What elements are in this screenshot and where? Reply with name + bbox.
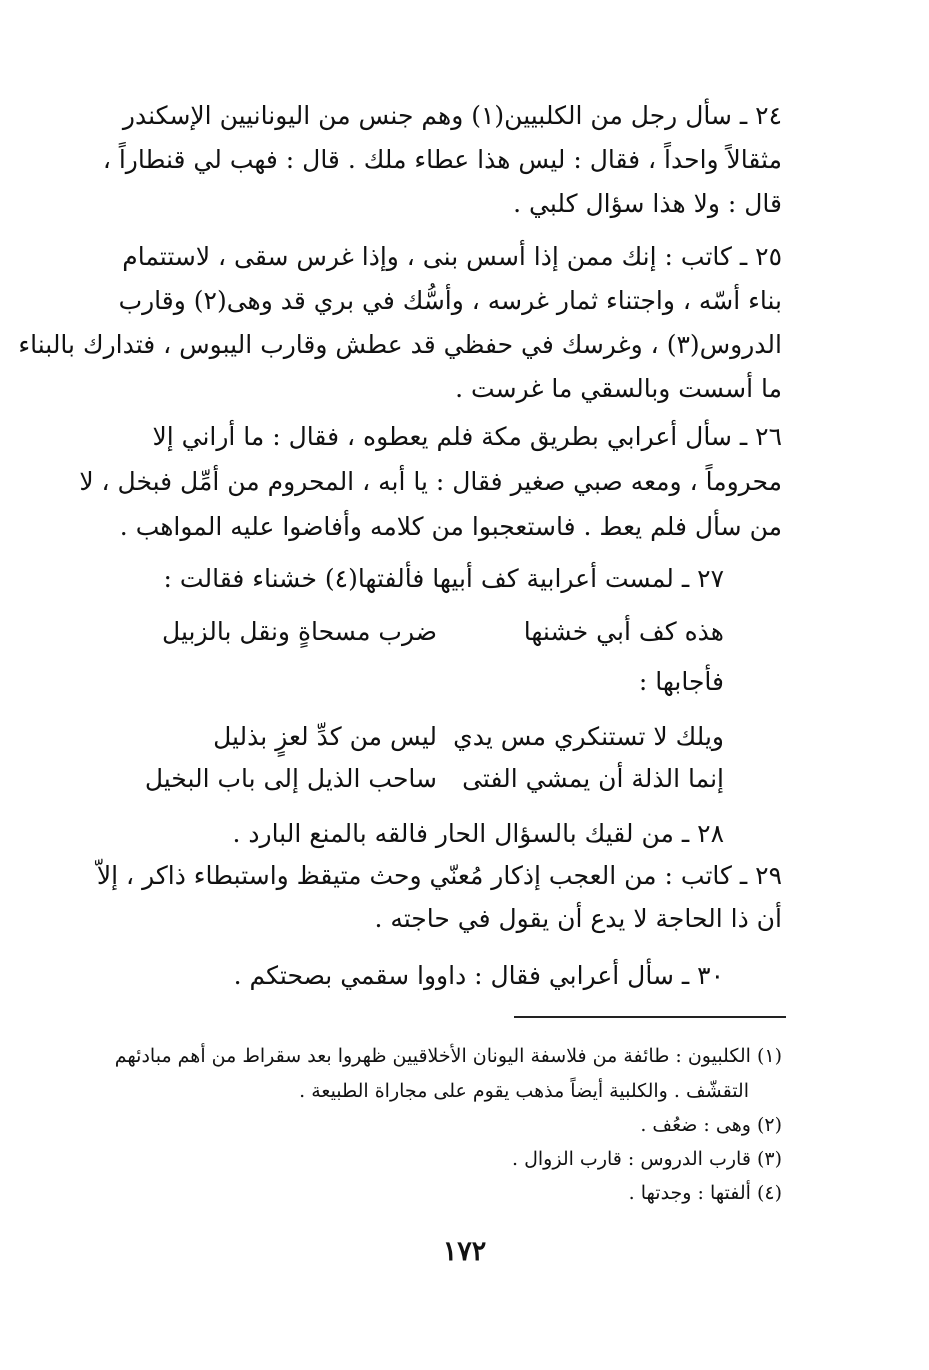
verse-2-second-hemistich: ليس من كدِّ لعزٍ بذليل [213, 722, 437, 751]
paragraph-24 [80, 97, 782, 222]
verse-1-first-hemistich: هذه كف أبي خشنها [523, 617, 724, 646]
footnote-4: (٤) ألفتها : وجدتها . [628, 1182, 782, 1204]
paragraph-line: ٢٦ ـ سأل أعرابي بطريق مكة فلم يعطوه ، فقال : ما أراني إلا [152, 422, 782, 451]
paragraph-line: ٢٥ ـ كاتب : إنك ممن إذا أسس بنى ، وإذا غرس سقى ، لاستتمام [122, 242, 782, 271]
footnote-2: (٢) وهى : ضعُف . [640, 1114, 782, 1136]
paragraph-26 [80, 418, 782, 545]
page-number: ١٧٢ [442, 1236, 487, 1267]
paragraph-line: الدروس(٣) ، وغرسك في حفظي قد عطش وقارب اليبوس ، فتدارك بالبناء [18, 330, 782, 359]
paragraph-line: ما أسست وبالسقي ما غرست . [455, 374, 782, 403]
verse-3-first-hemistich: إنما الذلة أن يمشي الفتى [462, 764, 724, 793]
footnote-3: (٣) قارب الدروس : قارب الزوال . [512, 1148, 782, 1170]
verse-2-first-hemistich: ويلك لا تستنكري مس يدي [453, 722, 724, 751]
paragraph-line: من سأل فلم يعط . فاستعجبوا من كلامه وأفاضوا عليه المواهب . [119, 512, 782, 541]
paragraph-line: بناء أسّه ، واجتناء ثمار غرسه ، وأسُّك في بري قد وهى(٢) وقارب [118, 286, 782, 315]
paragraph-line: ٢٩ ـ كاتب : من العجب إذكار مُعنّي وحث متيقظ واستبطاء ذاكر ، إلاّ [96, 861, 782, 890]
verse-3-second-hemistich: ساحب الذيل إلى باب البخيل [144, 764, 437, 793]
paragraph-line: أن ذا الحاجة لا يدع أن يقول في حاجته . [374, 904, 782, 933]
answer-intro: فأجابها : [638, 667, 724, 696]
footnote-1-line-1: (١) الكلبيون : طائفة من فلاسفة اليونان الأخلاقيين ظهروا بعد سقراط من أهم مبادئهم [114, 1045, 782, 1067]
verse-1-second-hemistich: ضرب مسحاةٍ ونقل بالزبيل [162, 617, 437, 646]
footnote-separator [514, 1016, 786, 1018]
paragraph-25 [18, 238, 782, 407]
footnote-1-line-2: التقشّف . والكلبية أيضاً مذهب يقوم على مجاراة الطبيعة . [299, 1080, 749, 1102]
paragraph-line: محروماً ، ومعه صبي صغير فقال : يا أبه ، المحروم من أمِّل فبخل ، لا [79, 467, 782, 496]
paragraph-line: ٢٤ ـ سأل رجل من الكلبيين(١) وهم جنس من اليونانيين الإسكندر [122, 101, 782, 130]
paragraph-27: ٢٧ ـ لمست أعرابية كف أبيها فألفتها(٤) خشناء فقالت : [163, 564, 724, 593]
paragraph-28: ٢٨ ـ من لقيك بالسؤال الحار فالقه بالمنع البارد . [232, 819, 724, 848]
paragraph-29 [80, 857, 782, 937]
paragraph-line: قال : ولا هذا سؤال كلبي . [513, 189, 782, 218]
paragraph-30: ٣٠ ـ سأل أعرابي فقال : داووا سقمي بصحتكم . [233, 961, 724, 990]
paragraph-line: مثقالاً واحداً ، فقال : ليس هذا عطاء ملك . قال : فهب لي قنطاراً ، [102, 145, 782, 174]
